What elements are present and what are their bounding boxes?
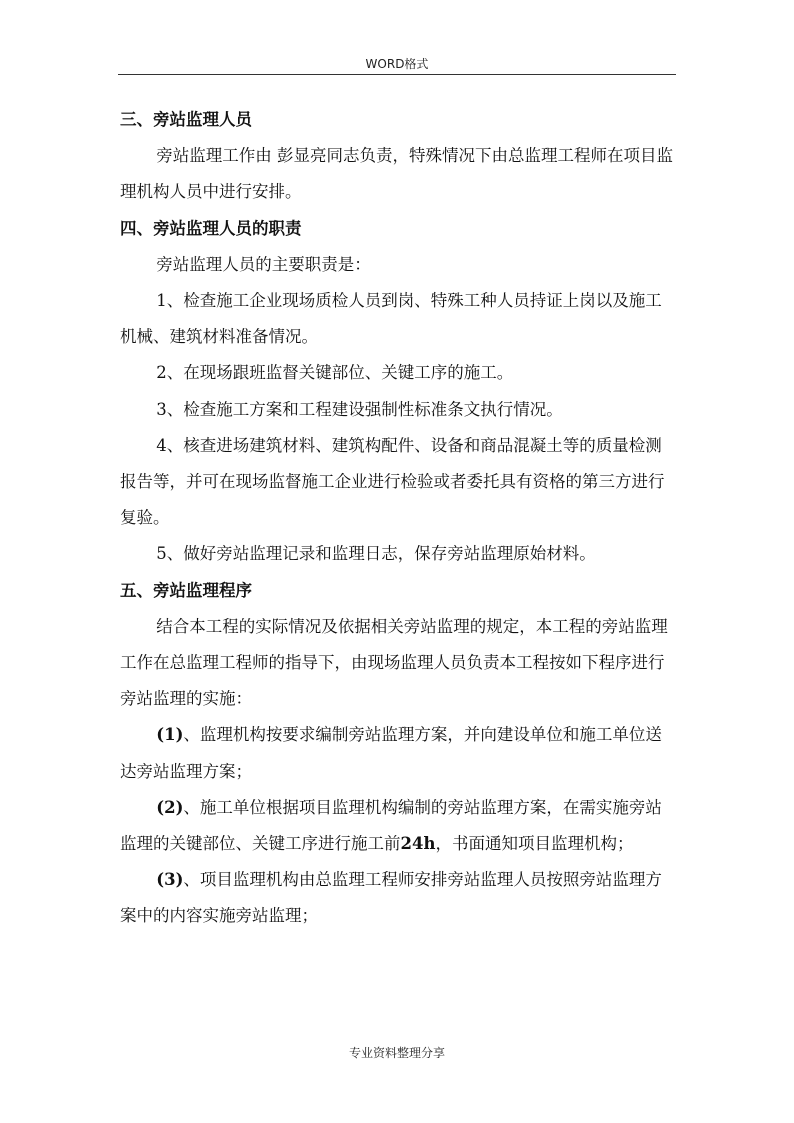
procedure-item-3 [120, 862, 676, 934]
header-rule [118, 74, 676, 75]
item-text: ，书面通知项目监理机构； [435, 834, 634, 854]
duty-item-2: 2、在现场跟班监督关键部位、关键工序的施工。 [156, 363, 514, 383]
page-footer: 专业资料整理分享 [348, 1046, 445, 1060]
item-number: (1) [156, 725, 184, 745]
page-header: WORD格式 [365, 57, 429, 71]
section-heading-4: 四、旁站监理人员的职责 [120, 218, 302, 238]
item-text: 、项目监理机构由总监理工程师安排旁站监理人员按照旁站监理方案中的内容实施旁站监理； [120, 870, 662, 926]
section-heading-5: 五、旁站监理程序 [120, 580, 252, 600]
item-number: (2) [156, 797, 184, 817]
paragraph: 旁站监理工作由 彭显亮同志负责，特殊情况下由总监理工程师在项目监理机构人员中进行安排。 [120, 146, 674, 202]
item-text: 、施工单位根据项目监理机构编制的旁站监理方案，在需实施旁站监理的关键部位、关键工序进行施工前 [120, 797, 662, 854]
section-heading-3: 三、旁站监理人员 [120, 110, 252, 129]
item-number: (3) [156, 870, 184, 890]
duty-item-3: 3、检查施工方案和工程建设强制性标准条文执行情况。 [156, 399, 563, 419]
duty-item-4: 4、核查进场建筑材料、建筑构配件、设备和商品混凝土等的质量检测报告等，并可在现场监督施工企业进行检验或者委托具有资格的第三方进行复验。 [120, 435, 665, 528]
duty-item-1: 1、检查施工企业现场质检人员到岗、特殊工种人员持证上岗以及施工机械、建筑材料准备情况。 [120, 291, 662, 347]
procedure-item-2 [120, 790, 676, 862]
document-body [120, 102, 676, 935]
paragraph: 旁站监理人员的主要职责是： [156, 254, 371, 274]
item-text: 、监理机构按要求编制旁站监理方案，并向建设单位和施工单位送达旁站监理方案； [120, 725, 662, 781]
duty-item-5: 5、做好旁站监理记录和监理日志，保存旁站监理原始材料。 [156, 544, 596, 564]
item-time-value: 24h [400, 834, 436, 854]
paragraph: 结合本工程的实际情况及依据相关旁站监理的规定，本工程的旁站监理工作在总监理工程师的指导下，由现场监理人员负责本工程按如下程序进行旁站监理的实施： [120, 616, 668, 709]
procedure-item-1 [120, 717, 676, 789]
